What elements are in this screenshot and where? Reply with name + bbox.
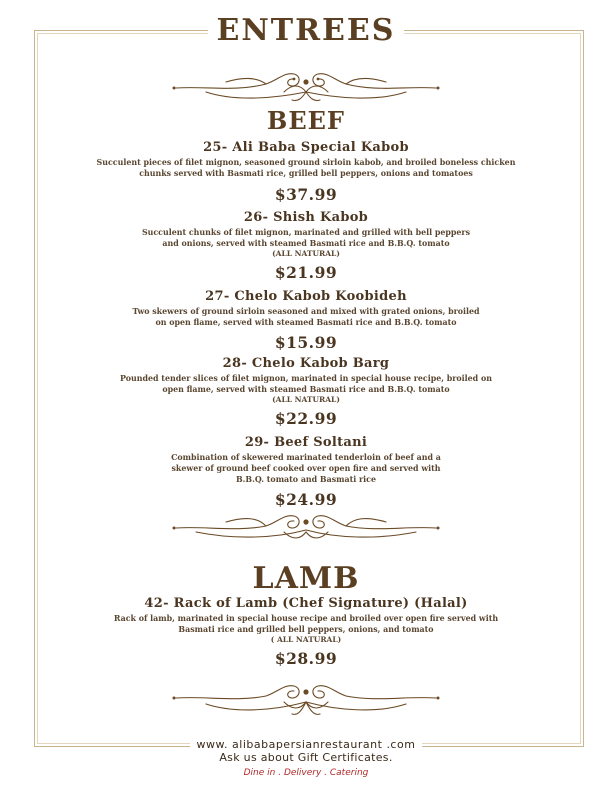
section-title-beef: BEEF: [267, 106, 345, 135]
item-description: Succulent pieces of filet mignon, seasoned ground sirloin kabob, and broiled boneless chicken chunks served with Basmati rice, grilled bell peppers, onions and tomatoes: [96, 158, 516, 178]
item-price: $28.99: [274, 649, 338, 668]
flourish-ornament-middle: [166, 506, 446, 550]
flourish-ornament-top: [166, 62, 446, 106]
section-title-lamb: LAMB: [252, 561, 360, 596]
item-description: Pounded tender slices of filet mignon, marinated in special house recipe, broiled on open flame, served with steamed Basmati rice and B.B.Q. tomato: [120, 374, 492, 394]
item-description: Combination of skewered marinated tenderloin of beef and a skewer of ground beef cooked over open fire and served with B.B.Q. tomato and Basmati rice: [171, 453, 441, 484]
item-name: 29- Beef Soltani: [244, 435, 368, 450]
item-price: $22.99: [274, 409, 338, 428]
menu-item: [60, 596, 552, 668]
item-price: $37.99: [274, 185, 338, 204]
item-tag: (ALL NATURAL): [272, 395, 340, 404]
item-price: $15.99: [274, 333, 338, 352]
flourish-ornament-icon: [166, 506, 446, 550]
services-line: Dine in . Delivery . Catering: [243, 768, 369, 778]
item-name: 25- Ali Baba Special Kabob: [203, 140, 409, 155]
menu-item: [60, 435, 552, 509]
item-name: 28- Chelo Kabob Barg: [222, 356, 390, 371]
item-price: $24.99: [274, 490, 338, 509]
item-description: Rack of lamb, marinated in special house recipe and broiled over open fire served with Basmati rice and grilled bell peppers, onions, and tomato: [113, 614, 499, 634]
website-link[interactable]: www. alibabapersianrestaurant .com: [196, 738, 416, 751]
item-name: 26- Shish Kabob: [243, 210, 369, 225]
menu-item: [60, 356, 552, 428]
item-description: Two skewers of ground sirloin seasoned and mixed with grated onions, broiled on open flame, served with steamed Basmati rice and B.B.Q. tomato: [132, 307, 480, 327]
menu-item: [60, 140, 552, 204]
page-title: ENTREES: [216, 12, 396, 48]
flourish-ornament-icon: [166, 678, 446, 722]
item-name: 42- Rack of Lamb (Chef Signature) (Halal): [144, 596, 468, 611]
flourish-ornament-bottom: [166, 678, 446, 722]
menu-item: [60, 289, 552, 352]
flourish-ornament-icon: [166, 62, 446, 106]
item-name: 27- Chelo Kabob Koobideh: [205, 289, 407, 304]
gift-certificates-note: Ask us about Gift Certificates.: [219, 751, 393, 764]
title-plate: [208, 8, 404, 52]
item-tag: ( ALL NATURAL): [270, 635, 342, 644]
menu-item: [60, 210, 552, 282]
item-tag: (ALL NATURAL): [272, 249, 340, 258]
item-description: Succulent chunks of filet mignon, marinated and grilled with bell peppers and onions, served with steamed Basmati rice and B.B.Q. tomato: [141, 228, 471, 248]
item-price: $21.99: [274, 263, 338, 282]
